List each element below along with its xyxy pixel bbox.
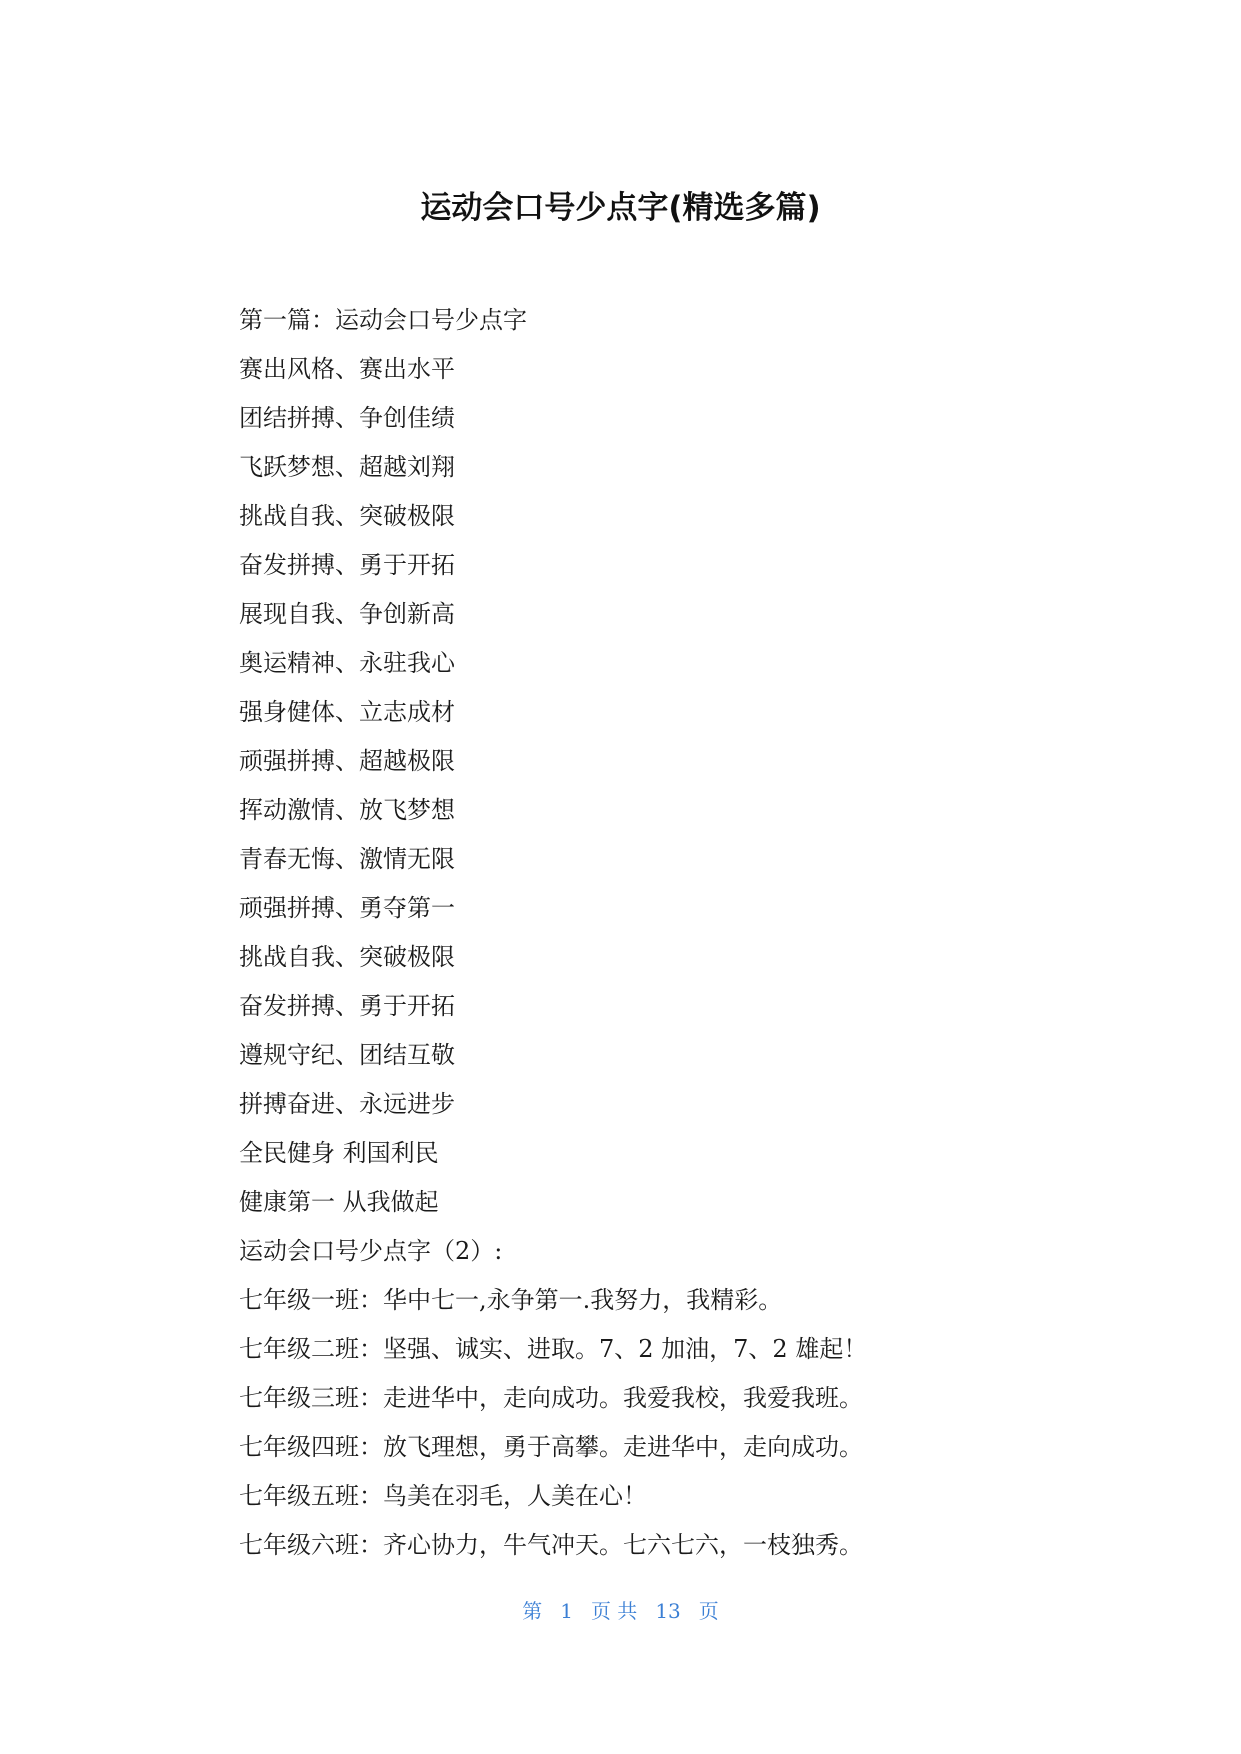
- text-line: 奥运精神、永驻我心: [239, 649, 455, 677]
- text-line: 团结拼搏、争创佳绩: [239, 404, 455, 432]
- text-line: 顽强拼搏、勇夺第一: [239, 894, 455, 922]
- text-line: 七年级二班：坚强、诚实、进取。7、2 加油，7、2 雄起！: [239, 1335, 868, 1363]
- text-line: 飞跃梦想、超越刘翔: [239, 453, 455, 481]
- text-line: 七年级六班：齐心协力，牛气冲天。七六七六，一枝独秀。: [239, 1531, 863, 1559]
- text-line: 运动会口号少点字（2）:: [239, 1237, 503, 1265]
- text-line: 奋发拼搏、勇于开拓: [239, 551, 455, 579]
- text-line: 七年级三班：走进华中，走向成功。我爱我校，我爱我班。: [239, 1384, 863, 1412]
- footer-suffix: 页: [698, 1599, 719, 1623]
- document-title: 运动会口号少点字(精选多篇): [420, 190, 821, 226]
- footer-middle: 页 共: [590, 1599, 638, 1623]
- text-line: 强身健体、立志成材: [239, 698, 455, 726]
- text-line: 挑战自我、突破极限: [239, 502, 455, 530]
- total-page-count: 13: [655, 1599, 681, 1623]
- current-page-number: 1: [560, 1599, 573, 1623]
- document-body: [239, 300, 1139, 1574]
- text-line: 拼搏奋进、永远进步: [239, 1090, 455, 1118]
- page-footer: [0, 1596, 1241, 1626]
- text-line: 奋发拼搏、勇于开拓: [239, 992, 455, 1020]
- text-line: 顽强拼搏、超越极限: [239, 747, 455, 775]
- text-line: 赛出风格、赛出水平: [239, 355, 455, 383]
- text-line: 挥动激情、放飞梦想: [239, 796, 455, 824]
- text-line: 第一篇：运动会口号少点字: [239, 306, 527, 334]
- text-line: 七年级一班：华中七一,永争第一.我努力，我精彩。: [239, 1286, 783, 1314]
- text-line: 健康第一 从我做起: [239, 1188, 439, 1216]
- text-line: 挑战自我、突破极限: [239, 943, 455, 971]
- text-line: 遵规守纪、团结互敬: [239, 1041, 455, 1069]
- text-line: 青春无悔、激情无限: [239, 845, 455, 873]
- text-line: 七年级五班：鸟美在羽毛，人美在心！: [239, 1482, 647, 1510]
- text-line: 全民健身 利国利民: [239, 1139, 439, 1167]
- text-line: 七年级四班：放飞理想，勇于高攀。走进华中，走向成功。: [239, 1433, 863, 1461]
- footer-prefix: 第: [522, 1599, 543, 1623]
- text-line: 展现自我、争创新高: [239, 600, 455, 628]
